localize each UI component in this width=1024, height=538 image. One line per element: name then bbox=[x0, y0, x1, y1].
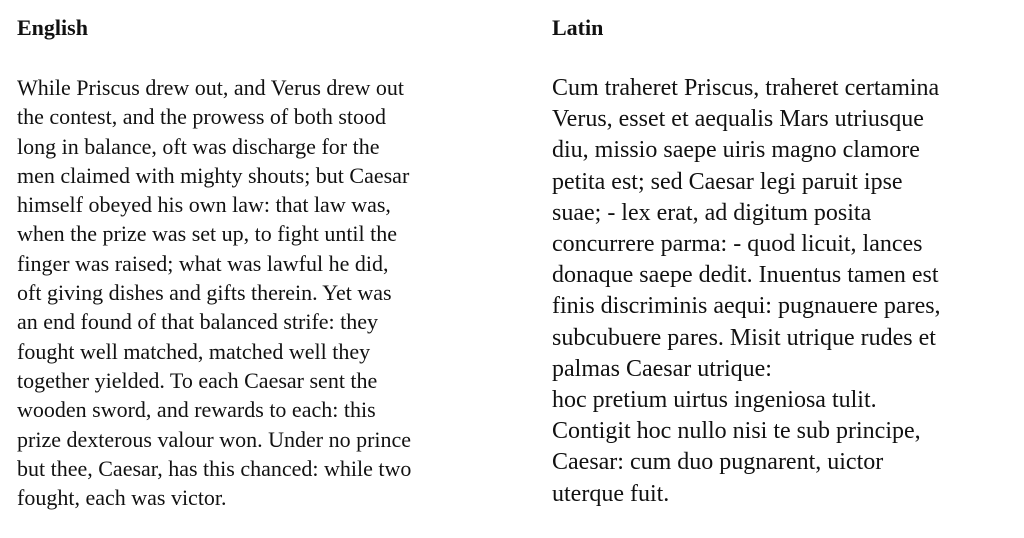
text-line: Cum traheret Priscus, traheret certamina bbox=[552, 75, 940, 101]
text-line: subcubuere pares. Misit utrique rudes et bbox=[552, 324, 936, 351]
text-line: palmas Caesar utrique: bbox=[552, 355, 772, 382]
latin-heading: Latin bbox=[552, 15, 604, 40]
text-line: fought, each was victor. bbox=[17, 485, 227, 511]
text-line: long in balance, oft was discharge for the bbox=[17, 133, 380, 159]
english-text bbox=[17, 73, 487, 512]
text-line: himself obeyed his own law: that law was, bbox=[17, 192, 391, 218]
text-line: Contigit hoc nullo nisi te sub principe, bbox=[552, 418, 921, 445]
text-line: fought well matched, matched well they bbox=[17, 338, 371, 364]
text-line: donaque saepe dedit. Inuentus tamen est bbox=[552, 262, 939, 289]
text-line: Verus, esset et aequalis Mars utriusque bbox=[552, 106, 924, 133]
english-column bbox=[17, 14, 487, 512]
latin-column bbox=[552, 14, 1012, 510]
text-line: hoc pretium uirtus ingeniosa tulit. bbox=[552, 387, 877, 414]
text-line: finger was raised; what was lawful he did, bbox=[17, 250, 389, 276]
latin-text bbox=[552, 73, 1012, 510]
text-line: uterque fuit. bbox=[552, 480, 670, 507]
text-line: oft giving dishes and gifts therein. Yet was bbox=[17, 280, 392, 306]
text-line: prize dexterous valour won. Under no prince bbox=[17, 426, 412, 452]
text-line: the contest, and the prowess of both stood bbox=[17, 104, 387, 130]
text-line: suae; - lex erat, ad digitum posita bbox=[552, 199, 872, 226]
text-line: diu, missio saepe uiris magno clamore bbox=[552, 137, 920, 164]
text-line: men claimed with mighty shouts; but Caesar bbox=[17, 162, 410, 188]
text-line: While Priscus drew out, and Verus drew out bbox=[17, 75, 404, 100]
text-line: an end found of that balanced strife: they bbox=[17, 309, 379, 335]
text-line: wooden sword, and rewards to each: this bbox=[17, 397, 376, 423]
text-line: concurrere parma: - quod licuit, lances bbox=[552, 231, 923, 258]
text-line: petita est; sed Caesar legi paruit ipse bbox=[552, 168, 903, 195]
text-line: but thee, Caesar, has this chanced: while two bbox=[17, 455, 412, 481]
text-line: Caesar: cum duo pugnarent, uictor bbox=[552, 449, 884, 476]
text-line: finis discriminis aequi: pugnauere pares, bbox=[552, 293, 941, 320]
english-heading: English bbox=[17, 15, 88, 40]
text-line: together yielded. To each Caesar sent the bbox=[17, 367, 378, 393]
text-line: when the prize was set up, to fight until the bbox=[17, 221, 398, 247]
